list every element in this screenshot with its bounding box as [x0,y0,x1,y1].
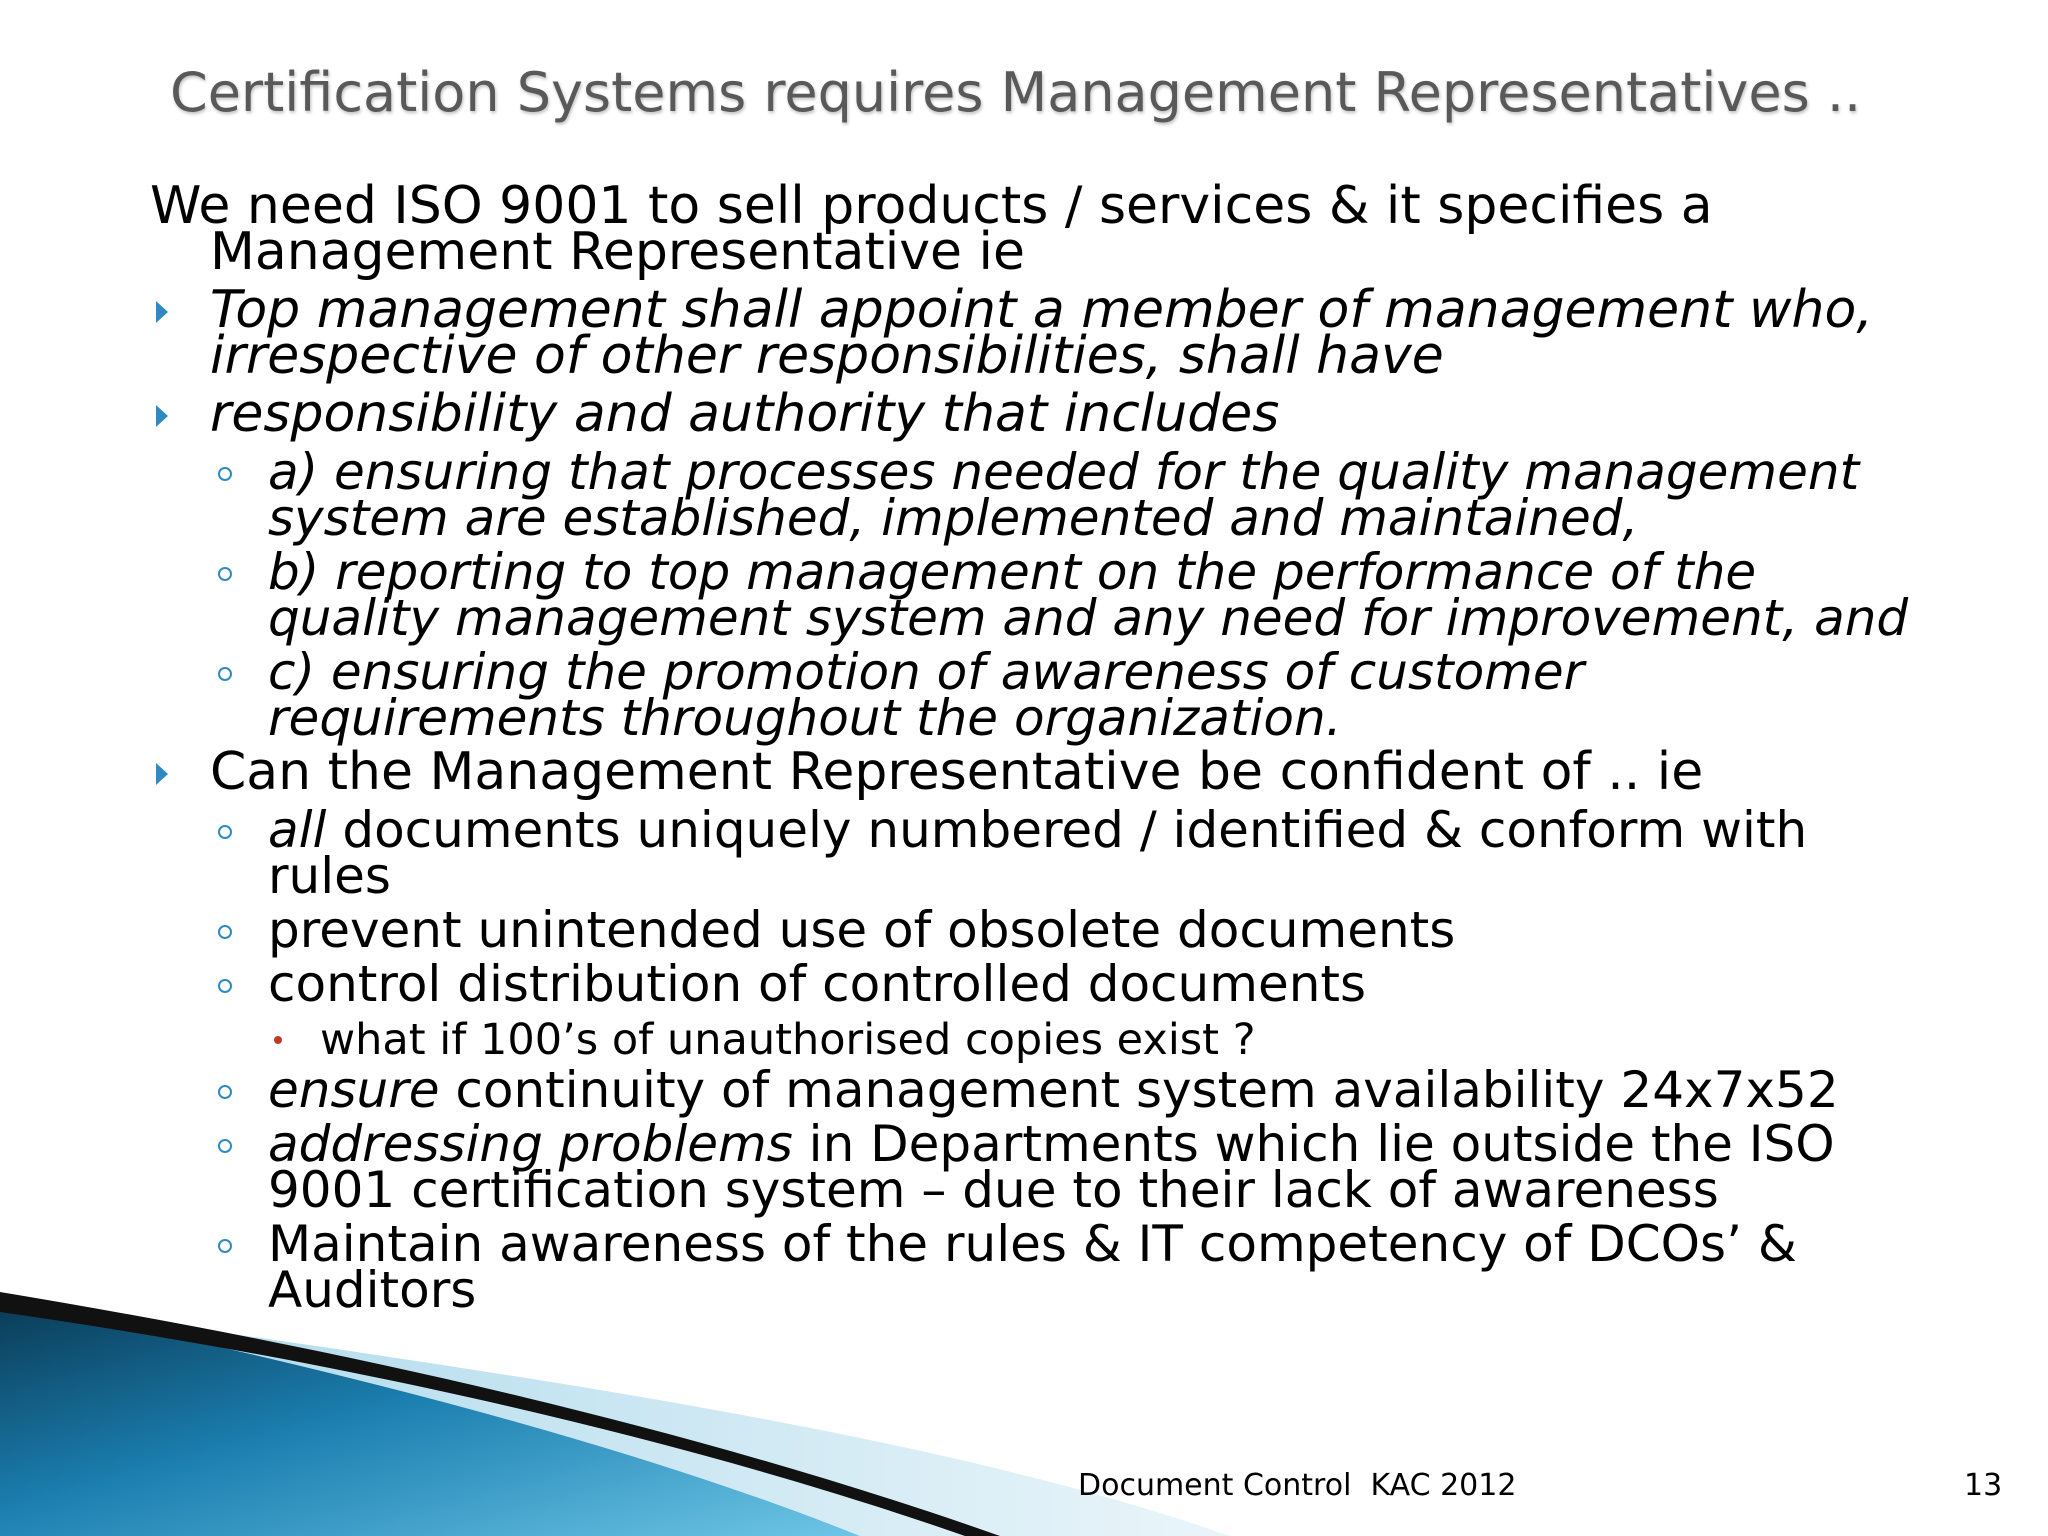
item-ensure-continuity [150,1061,2010,1119]
intro-paragraph [150,176,2010,282]
sub-bullet-line-1: a) ensuring that processes needed for the quality management [268,443,1860,501]
emphasis-text: ensure [268,1061,440,1119]
sub-bullet-line-2: system are established, implemented and maintained, [268,489,1639,547]
item-line-1-rest: documents uniquely numbered / identified & conform with [326,801,1808,859]
bullet-line-2: irrespective of other responsibilities, shall have [210,326,1444,386]
ring-bullet-icon [218,825,232,839]
ring-bullet-icon [218,925,232,939]
item-control-distribution [150,955,2010,1013]
sub-bullet-line-2: requirements throughout the organization. [268,689,1342,747]
ring-bullet-icon [218,1239,232,1253]
sub-bullet-line-2: quality management system and any need for improvement, and [268,589,1909,647]
item-documents-numbered [150,801,2010,905]
emphasis-text: all [268,801,327,859]
sub-bullet-a [150,443,2010,547]
emphasis-text: addressing problems [268,1115,793,1173]
item-unauthorised-copies [150,1015,2010,1065]
slide-title: Certification Systems requires Management Representatives .. [170,61,1862,124]
item-line-1: control distribution of controlled documents [268,955,1367,1013]
item-addressing-problems [150,1115,2010,1219]
sub-bullet-c [150,643,2010,747]
bullet-line-1: Can the Management Representative be confident of .. ie [210,742,1704,802]
bullet-responsibility [150,384,2010,444]
bullet-top-management [150,280,2010,386]
bullet-line-1: responsibility and authority that includes [210,384,1280,444]
item-maintain-awareness [150,1215,2010,1319]
ring-bullet-icon [218,1139,232,1153]
item-line-1-rest: continuity of management system availability 24x7x52 [439,1061,1839,1119]
item-line-2: 9001 certification system – due to their lack of awareness [268,1161,1719,1219]
intro-line-2: Management Representative ie [210,222,1025,282]
ring-bullet-icon [218,667,232,681]
ring-bullet-icon [218,979,232,993]
triangle-bullet-icon [156,405,168,427]
intro-line-1: We need ISO 9001 to sell products / services & it specifies a [150,176,1713,236]
dot-bullet-icon [274,1036,282,1044]
item-line-1: prevent unintended use of obsolete documents [268,901,1456,959]
ring-bullet-icon [218,467,232,481]
item-line-1: Maintain awareness of the rules & IT competency of DCOs’ & [268,1215,1797,1273]
sub-bullet-b [150,543,2010,647]
ring-bullet-icon [218,567,232,581]
sub-bullet-line-1: c) ensuring the promotion of awareness of customer [268,643,1585,701]
bullet-confidence-question [150,742,2010,802]
item-line-2: rules [268,847,391,905]
page-number: 13 [1964,1468,2003,1503]
slide-body [150,176,2010,1321]
item-prevent-obsolete [150,901,2010,959]
footer-text: Document Control KAC 2012 [1078,1468,1517,1503]
sub-bullet-line-1: b) reporting to top management on the performance of the [268,543,1757,601]
item-line-1: what if 100’s of unauthorised copies exist ? [320,1015,1256,1065]
triangle-bullet-icon [156,763,168,785]
bullet-line-1: Top management shall appoint a member of management who, [210,280,1873,340]
item-line-2: Auditors [268,1261,477,1319]
triangle-bullet-icon [156,301,168,323]
item-line-1-rest: in Departments which lie outside the ISO [792,1115,1835,1173]
ring-bullet-icon [218,1085,232,1099]
